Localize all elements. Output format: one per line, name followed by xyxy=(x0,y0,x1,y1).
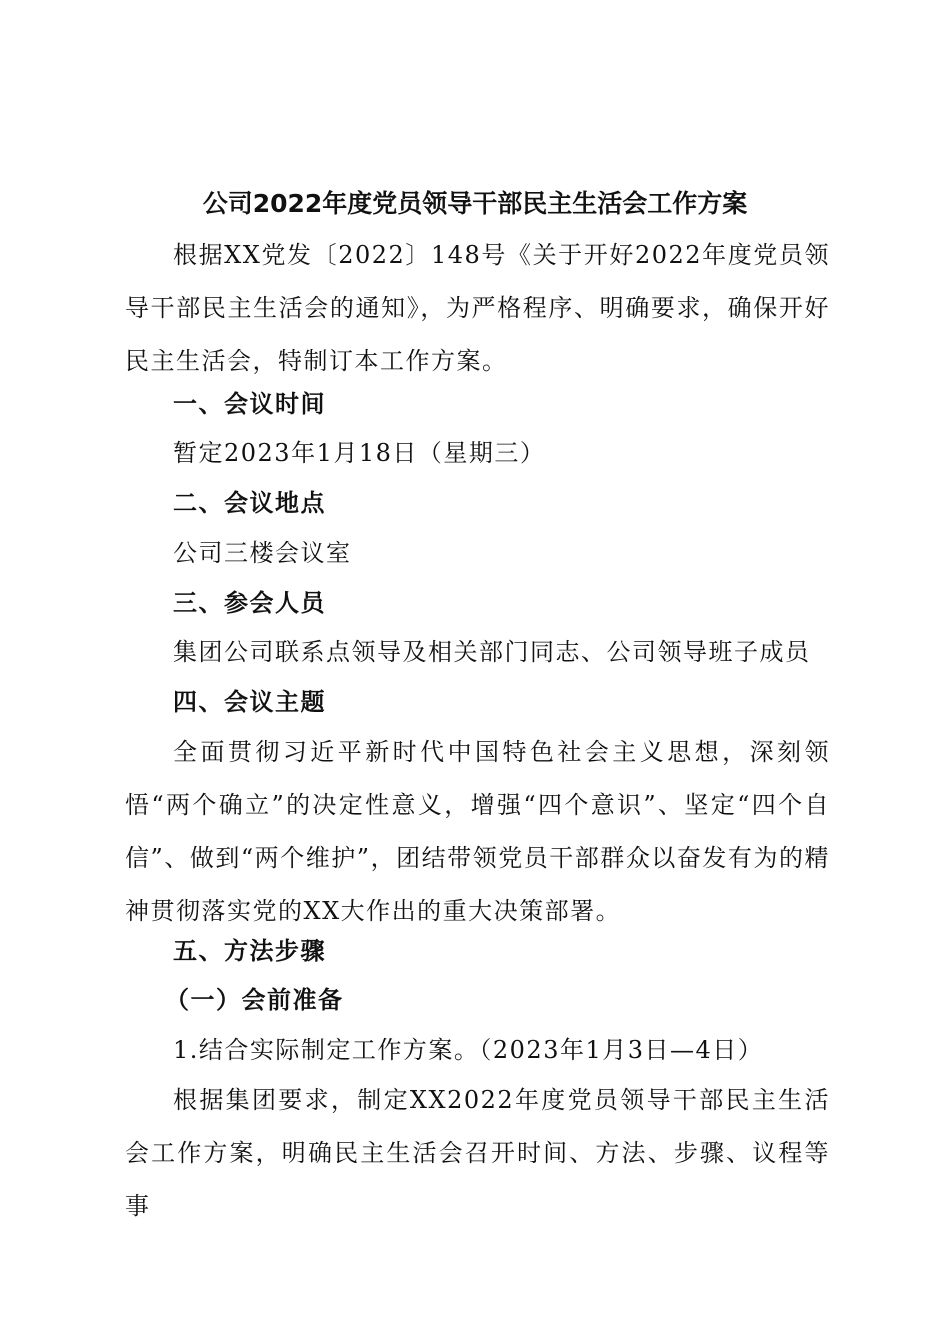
section-heading-location: 二、会议地点 xyxy=(173,489,326,517)
section-heading-time: 一、会议时间 xyxy=(173,390,326,418)
section-heading-theme: 四、会议主题 xyxy=(173,688,326,716)
section-body-location: 公司三楼会议室 xyxy=(173,539,352,567)
section-heading-steps: 五、方法步骤 xyxy=(173,937,326,965)
section-body-attendees: 集团公司联系点领导及相关部门同志、公司领导班子成员 xyxy=(173,638,811,666)
item-body-plan: 根据集团要求，制定XX2022年度党员领导干部民主生活会工作方案，明确民主生活会召开时间、方法、步骤、议程等事 xyxy=(125,1086,830,1220)
section-heading-attendees: 三、参会人员 xyxy=(173,589,326,617)
section-body-time: 暂定2023年1月18日（星期三） xyxy=(173,439,546,467)
document-title: 公司2022年度党员领导干部民主生活会工作方案 xyxy=(202,189,748,218)
intro-paragraph: 根据XX党发〔2022〕148号《关于开好2022年度党员领导干部民主生活会的通知》，为严格程序、明确要求，确保开好民主生活会，特制订本工作方案。 xyxy=(125,241,830,375)
subsection-heading-preparation: （一）会前准备 xyxy=(165,986,344,1014)
item-title-plan: 1.结合实际制定工作方案。（2023年1月3日—4日） xyxy=(173,1036,764,1064)
section-body-theme: 全面贯彻习近平新时代中国特色社会主义思想，深刻领悟“两个确立”的决定性意义，增强“四个意识”、坚定“四个自信”、做到“两个维护”，团结带领党员干部群众以奋发有为的精神贯彻落实党的XX大作出的重大决策部署。 xyxy=(125,738,830,925)
